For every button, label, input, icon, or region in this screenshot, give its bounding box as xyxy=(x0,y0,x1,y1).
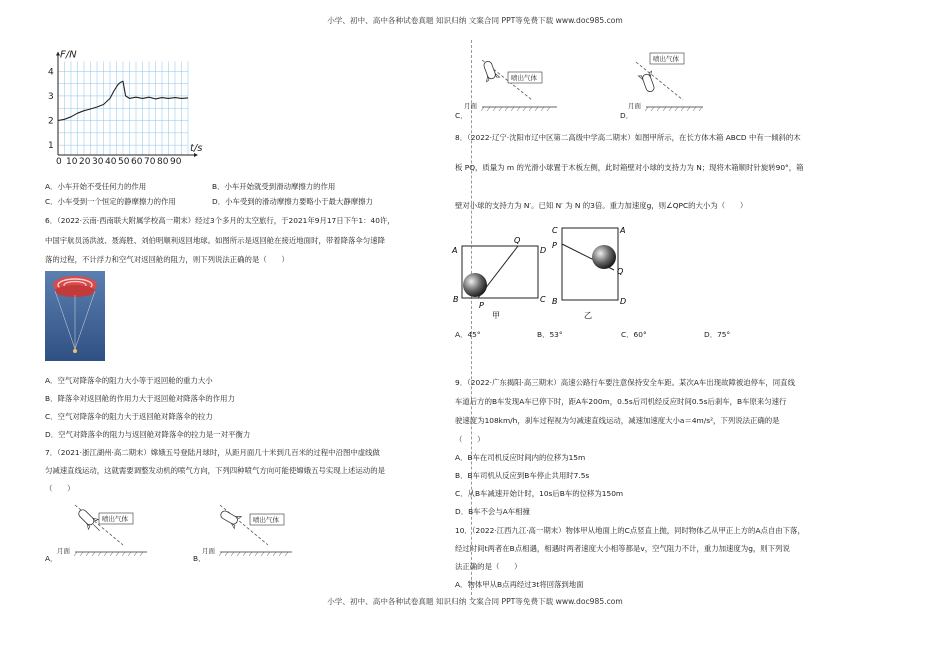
force-time-chart xyxy=(40,45,210,165)
q8-line-3: 壁对小球的支持力为 N′。已知 N′ 为 N 的3倍。重力加速度g，则∠QPC的大小为（ ） xyxy=(455,201,748,210)
page-footer: 小学、初中、高中各种试卷真题 知识归纳 文案合同 PPT等免费下载 www.doc985.com xyxy=(327,597,623,606)
x-tick-label: 20 xyxy=(79,157,91,167)
page-header: 小学、初中、高中各种试卷真题 知识归纳 文案合同 PPT等免费下载 www.doc985.com xyxy=(327,16,623,25)
x-tick-label: 70 xyxy=(144,157,156,167)
q10-option-a: A．物体甲从B点再经过3t将回落到地面 xyxy=(455,580,584,589)
q7a-moon-label: 月面 xyxy=(57,547,70,555)
q8-option-d: D．75° xyxy=(704,330,731,339)
q8-figure-jia xyxy=(452,228,562,318)
q6-option-b: B．降落伞对返回舱的作用力大于返回舱对降落伞的作用力 xyxy=(45,394,235,403)
parachute-photo xyxy=(45,271,105,361)
x-tick-label: 30 xyxy=(92,157,104,167)
q7-line-3: （ ） xyxy=(45,484,75,493)
y-axis-label: F/N xyxy=(60,49,77,61)
fig-jia-P: P xyxy=(479,301,484,310)
q10-line-2: 经过时间t两者在B点相遇，相遇时两者速度大小相等都是v，空气阻力不计，重力加速度为g，则下列说 xyxy=(455,544,790,553)
fig-yi-D: D xyxy=(620,297,627,306)
q8-line-1: 8．（2022·辽宁·沈阳市辽中区第二高级中学高二期末）如图甲所示，在长方体木箱 ABCD 中有一倾斜的木 xyxy=(455,133,801,142)
q9-option-b: B．B车司机从反应到B车停止共用时7.5s xyxy=(455,471,590,480)
fig-yi-P: P xyxy=(552,241,557,250)
fig-yi-caption: 乙 xyxy=(584,311,592,320)
x-tick-label: 60 xyxy=(131,157,143,167)
x-tick-label: 0 xyxy=(56,157,62,167)
x-tick-label: 50 xyxy=(118,157,130,167)
q5-option-a: A．小车开始不受任何力的作用 xyxy=(45,182,147,191)
q9-option-d: D．B车不会与A车相撞 xyxy=(455,507,530,516)
q9-option-c: C．从B车减速开始计时，10s后B车的位移为150m xyxy=(455,489,624,498)
x-tick-label: 10 xyxy=(66,157,78,167)
q10-line-3: 法正确的是（ ） xyxy=(455,562,522,571)
fig-jia-C: C xyxy=(540,295,546,304)
q6-option-d: D．空气对降落伞的阻力与返回舱对降落伞的拉力是一对平衡力 xyxy=(45,430,251,439)
x-tick-label: 80 xyxy=(157,157,169,167)
x-axis-label: t/s xyxy=(190,143,203,154)
y-tick-label: 3 xyxy=(48,91,54,102)
q6-option-a: A．空气对降落伞的阻力大小等于返回舱的重力大小 xyxy=(45,376,213,385)
q7-option-a: A． xyxy=(45,554,58,563)
q7d-moon-label: 月面 xyxy=(628,102,641,110)
fig-jia-caption: 甲 xyxy=(492,311,500,320)
q8-line-2: 板 PQ，质量为 m 的光滑小球置于木板左侧，此时箱壁对小球的支持力为 N；现将木箱顺时针旋转90°，箱 xyxy=(455,163,804,172)
q7c-jet-label: 喷出气体 xyxy=(511,74,537,82)
q8-figure-yi xyxy=(552,222,642,322)
fig-yi-Q: Q xyxy=(617,267,624,276)
fig-jia-Q: Q xyxy=(514,236,521,245)
q7-figure-d xyxy=(628,50,738,115)
q7-line-1: 7．（2021·浙江湖州·高二期末）嫦娥五号登陆月球时，从距月面几十米到几百米的过程中沿图中虚线做 xyxy=(45,448,380,457)
x-tick-label: 90 xyxy=(170,157,182,167)
q9-option-a: A．B车在司机反应时间内的位移为15m xyxy=(455,453,586,462)
q7-option-b: B． xyxy=(193,554,206,563)
q5-option-c: C．小车受到一个恒定的静摩擦力的作用 xyxy=(45,197,176,206)
q7-option-c: C． xyxy=(455,111,468,120)
q7b-jet-label: 喷出气体 xyxy=(253,516,279,524)
fig-yi-B: B xyxy=(552,297,558,306)
q5-option-d: D．小车受到的滑动摩擦力要略小于最大静摩擦力 xyxy=(212,197,373,206)
q9-line-3: 驶速度为108km/h，刹车过程视为匀减速直线运动，减速加速度大小a＝4m/s²，下列说法正确的是 xyxy=(455,416,780,425)
fig-yi-A: A xyxy=(620,226,626,235)
y-tick-label: 1 xyxy=(48,141,54,152)
q9-line-1: 9．（2022·广东揭阳·高三期末）高速公路行车要注意保持安全车距。某次A车出现故障被迫停车，同直线 xyxy=(455,378,795,387)
q6-line-2: 中国宇航员汤洪波、聂海胜、刘伯明顺利返回地球。如图所示是返回舱在接近地面时，带着降落伞匀速降 xyxy=(45,236,385,245)
q5-option-b: B．小车开始就受到滑动摩擦力的作用 xyxy=(212,182,336,191)
q8-option-b: B．53° xyxy=(537,330,563,339)
q7c-moon-label: 月面 xyxy=(464,102,477,110)
q7-line-2: 匀减速直线运动，这就需要调整发动机的喷气方向，下列四种喷气方向可能使嫦娥五号实现上述运动的是 xyxy=(45,466,385,475)
q7b-moon-label: 月面 xyxy=(202,547,215,555)
y-tick-label: 4 xyxy=(48,67,54,78)
q7-figure-a xyxy=(55,500,165,560)
q7-option-d: D． xyxy=(620,111,634,120)
q7a-jet-label: 喷出气体 xyxy=(102,515,128,523)
q8-option-a: A．45° xyxy=(455,330,481,339)
q7-figure-c xyxy=(462,55,572,115)
fig-yi-C: C xyxy=(552,226,558,235)
q6-line-1: 6．（2022·云南·西南联大附属学校高一期末）经过3个多月的太空旅行，于2021年9月17日下午1：40许， xyxy=(45,216,395,225)
y-tick-label: 2 xyxy=(48,116,54,127)
q10-line-1: 10．（2022·江西九江·高一期末）物体甲从地面上的C点竖直上抛，同时物体乙从甲正上方的A点自由下落， xyxy=(455,526,805,535)
fig-jia-A: A xyxy=(452,246,458,255)
q6-option-c: C．空气对降落伞的阻力大于返回舱对降落伞的拉力 xyxy=(45,412,213,421)
q9-line-2: 车道后方的B车发现A车已停下时，距A车200m，0.5s后司机经反应时间0.5s后刹车，B车原来匀速行 xyxy=(455,397,787,406)
q8-option-c: C．60° xyxy=(621,330,647,339)
q7d-jet-label: 喷出气体 xyxy=(653,55,679,63)
q9-line-4: （ ） xyxy=(455,435,485,444)
q6-line-3: 落的过程，不计浮力和空气对返回舱的阻力，则下列说法正确的是（ ） xyxy=(45,255,289,264)
fig-jia-B: B xyxy=(453,295,459,304)
x-tick-label: 40 xyxy=(105,157,117,167)
fig-jia-D: D xyxy=(540,246,547,255)
q7-figure-b xyxy=(200,500,310,560)
